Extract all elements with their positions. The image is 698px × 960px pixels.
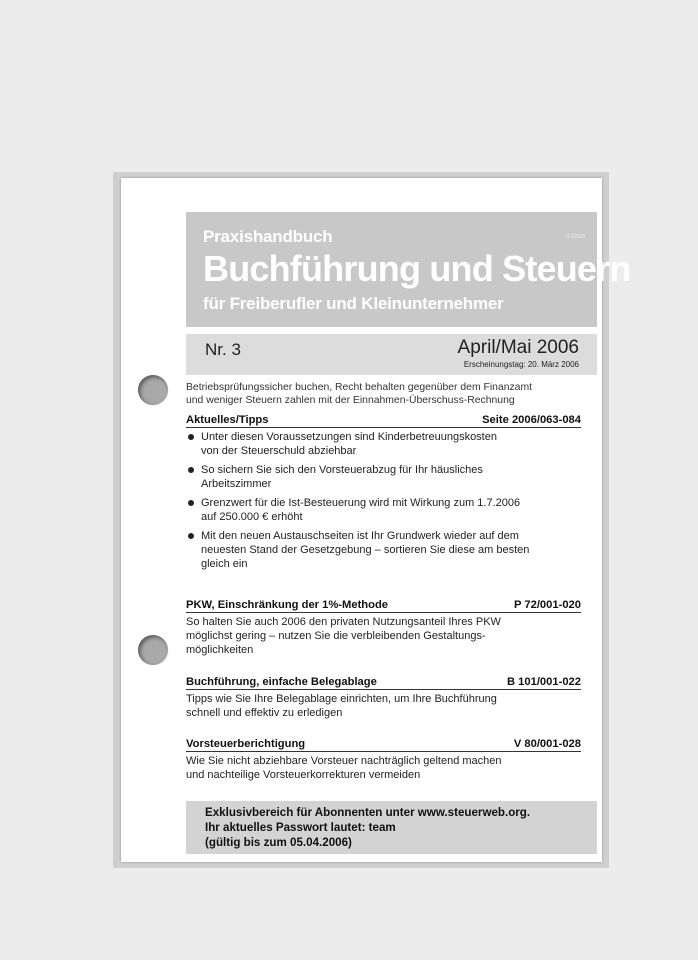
section-header-news — [186, 412, 581, 428]
bullet-icon — [188, 500, 194, 506]
publication-title: Buchführung und Steuern — [203, 248, 631, 289]
brochure-cover — [121, 178, 631, 862]
subscriber-box — [186, 801, 597, 854]
section-page-ref: P 72/001-020 — [514, 599, 581, 611]
issue-bar — [186, 334, 597, 375]
text-line: und nachteilige Vorsteuerkorrekturen vermeiden — [186, 769, 421, 781]
list-item — [186, 463, 581, 491]
section-text-vorsteuer — [186, 754, 566, 782]
item-line: So sichern Sie sich den Vorsteuerabzug für Ihr häusliches — [201, 464, 483, 476]
section-title: Vorsteuerberichtigung — [186, 738, 306, 750]
bullet-icon — [188, 467, 194, 473]
item-line: gleich ein — [201, 558, 248, 570]
text-line: möglichkeiten — [186, 644, 254, 656]
text-line: Wie Sie nicht abziehbare Vorsteuer nachträglich geltend machen — [186, 755, 502, 767]
list-item — [186, 496, 581, 524]
text-line: So halten Sie auch 2006 den privaten Nutzungsanteil Ihres PKW — [186, 616, 501, 628]
punch-hole — [138, 635, 168, 665]
text-line: schnell und effektiv zu erledigen — [186, 707, 343, 719]
item-line: Unter diesen Voraussetzungen sind Kinderbetreuungskosten — [201, 431, 497, 443]
validity-line: (gültig bis zum 05.04.2006) — [205, 836, 352, 849]
item-line: von der Steuerschuld abziehbar — [201, 445, 357, 457]
item-line: Grenzwert für die Ist-Besteuerung wird mit Wirkung zum 1.7.2006 — [201, 497, 521, 509]
release-date: Erscheinungstag: 20. März 2006 — [463, 360, 579, 369]
news-list — [186, 430, 581, 576]
item-line: neuesten Stand der Gesetzgebung – sortieren Sie diese am besten — [201, 544, 530, 556]
list-item — [186, 430, 581, 458]
list-item — [186, 529, 581, 571]
subscriber-line: Exklusivbereich für Abonnenten unter www.steuerweb.org. — [205, 806, 531, 819]
publication-code: G 12523 — [565, 234, 585, 240]
section-header-pkw — [186, 597, 581, 613]
section-header-belegablage — [186, 674, 581, 690]
punch-hole — [138, 375, 168, 405]
text-line: möglichst gering – nutzen Sie die verbleibenden Gestaltungs- — [186, 630, 486, 642]
bullet-icon — [188, 533, 194, 539]
intro-text — [186, 381, 596, 407]
bullet-icon — [188, 434, 194, 440]
item-line: Arbeitszimmer — [201, 478, 272, 490]
section-title: PKW, Einschränkung der 1%-Methode — [186, 599, 389, 611]
item-line: Mit den neuen Austauschseiten ist Ihr Grundwerk wieder auf dem — [201, 530, 519, 542]
section-title: Buchführung, einfache Belegablage — [186, 676, 377, 688]
intro-line: Betriebsprüfungssicher buchen, Recht behalten gegenüber dem Finanzamt — [186, 382, 532, 393]
intro-line: und weniger Steuern zahlen mit der Einnahmen-Überschuss-Rechnung — [186, 395, 515, 406]
section-text-belegablage — [186, 692, 566, 720]
section-title: Aktuelles/Tipps — [186, 414, 269, 426]
publication-subtitle: für Freiberufler und Kleinunternehmer — [203, 294, 504, 313]
section-page-ref: B 101/001-022 — [506, 676, 581, 688]
publication-kicker: Praxishandbuch — [203, 227, 333, 246]
password-line: Ihr aktuelles Passwort lautet: team — [205, 821, 396, 834]
text-line: Tipps wie Sie Ihre Belegablage einrichten, um Ihre Buchführung — [186, 693, 497, 705]
title-banner — [186, 212, 631, 327]
section-page-ref: V 80/001-028 — [513, 738, 581, 750]
item-line: auf 250.000 € erhöht — [201, 511, 303, 523]
section-page-ref: Seite 2006/063-084 — [482, 414, 581, 426]
issue-date: April/Mai 2006 — [457, 337, 579, 358]
section-header-vorsteuer — [186, 736, 581, 752]
section-text-pkw — [186, 615, 566, 657]
issue-number: Nr. 3 — [205, 340, 241, 359]
